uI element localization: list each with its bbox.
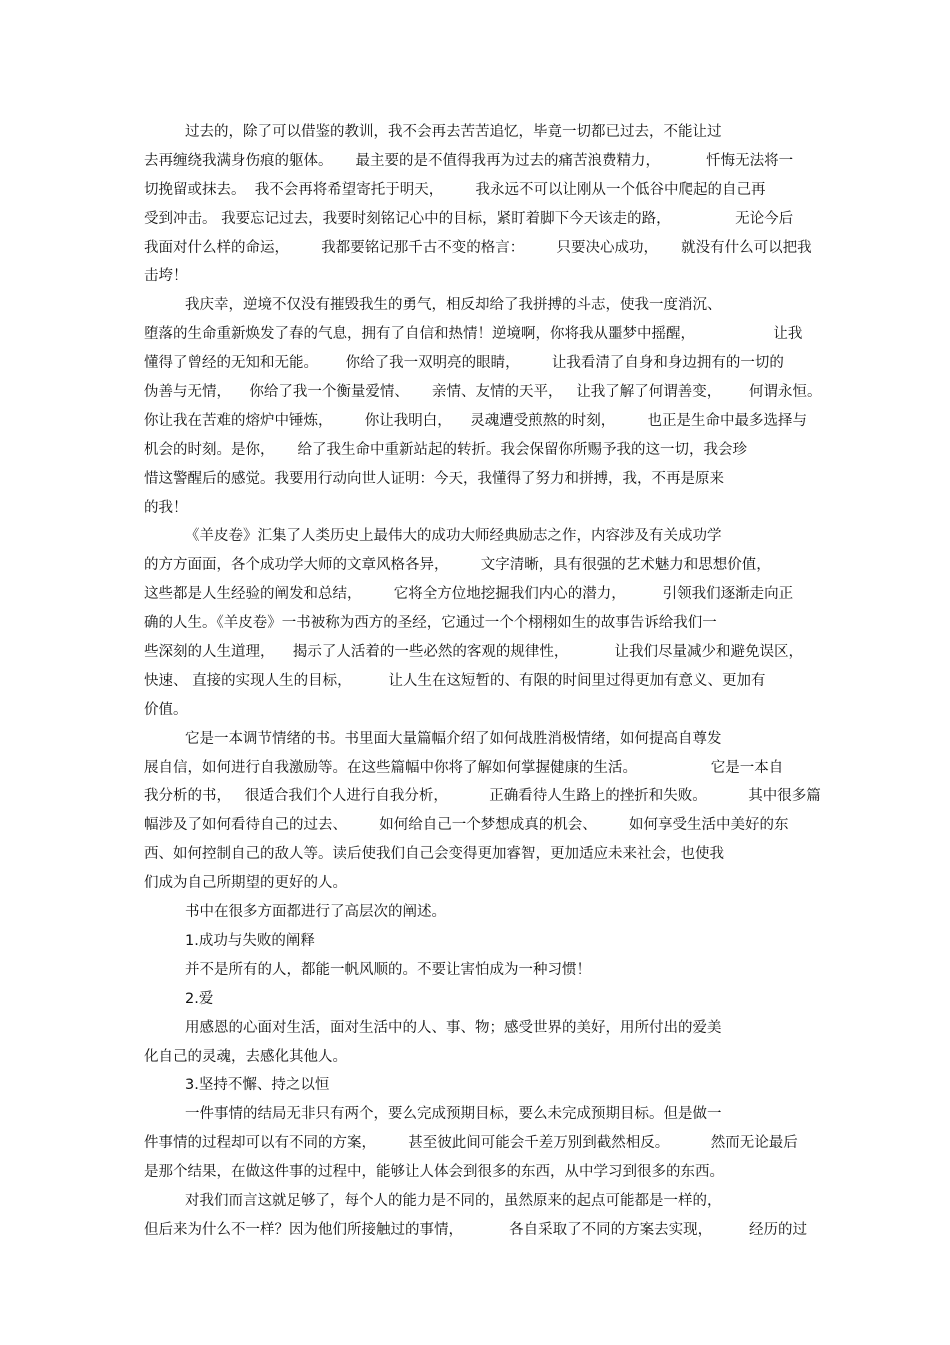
text-line: 你让我在苦难的熔炉中锤炼， 你让我明白， 灵魂遭受煎熬的时刻， 也正是生命中最多选择与: [144, 412, 807, 429]
text-line: 快速、 直接的实现人生的目标， 让人生在这短暂的、有限的时间里过得更加有意义、更加有: [144, 672, 766, 689]
text-line: 受到冲击。 我要忘记过去，我要时刻铭记心中的目标，紧盯着脚下今天该走的路， 无论今后: [144, 210, 794, 227]
text-line: 展自信，如何进行自我激励等。在这些篇幅中你将了解如何掌握健康的生活。 它是一本自: [144, 759, 784, 776]
text-line: 并不是所有的人，都能一帆风顺的。不要让害怕成为一种习惯！: [185, 961, 591, 978]
text-line: 的方方面面，各个成功学大师的文章风格各异， 文字清晰，具有很强的艺术魅力和思想价值，: [144, 557, 771, 574]
text-line: 书中在很多方面都进行了高层次的阐述。: [185, 904, 446, 921]
text-line: 价值。: [144, 701, 188, 718]
text-line: 切挽留或抹去。 我不会再将希望寄托于明天， 我永远不可以让刚从一个低谷中爬起的自己再: [144, 181, 766, 198]
text-line: 是那个结果，在做这件事的过程中，能够让人体会到很多的东西，从中学习到很多的东西。: [144, 1164, 724, 1181]
text-line: 们成为自己所期望的更好的人。: [144, 875, 347, 892]
text-line: 用感恩的心面对生活，面对生活中的人、事、物；感受世界的美好，用所付出的爱美: [185, 1019, 722, 1036]
text-line: 机会的时刻。是你， 给了我生命中重新站起的转折。我会保留你所赐予我的这一切，我会珍: [144, 441, 748, 458]
text-line: 的我！: [144, 499, 188, 516]
text-line: 击垮！: [144, 268, 188, 285]
text-line: 件事情的过程却可以有不同的方案， 甚至彼此间可能会千差万别到截然相反。 然而无论最后: [144, 1135, 798, 1152]
text-line: 这些都是人生经验的阐发和总结， 它将全方位地挖掘我们内心的潜力， 引领我们逐渐走向正: [144, 586, 794, 603]
text-line: 过去的，除了可以借鉴的教训，我不会再去苦苦追忆，毕竟一切都已过去，不能让过: [185, 124, 722, 140]
text-line: 对我们而言这就足够了，每个人的能力是不同的，虽然原来的起点可能都是一样的，: [185, 1192, 722, 1209]
text-line: 确的人生。《羊皮卷》一书被称为西方的圣经，它通过一个个栩栩如生的故事告诉给我们一: [144, 615, 717, 632]
text-line: 西、如何控制自己的敌人等。读后使我们自己会变得更加睿智，更加适应未来社会，也使我: [144, 846, 724, 863]
text-line: 去再缠绕我满身伤痕的躯体。 最主要的是不值得我再为过去的痛苦浪费精力， 忏悔无法将一: [144, 152, 794, 169]
text-line: 化自己的灵魂，去感化其他人。: [144, 1048, 347, 1065]
text-line: 我面对什么样的命运， 我都要铭记那千古不变的格言： 只要决心成功， 就没有什么可以把我: [144, 239, 812, 256]
text-line: 3.坚持不懈、持之以恒: [185, 1077, 330, 1094]
text-line: 堕落的生命重新焕发了春的气息，拥有了自信和热情！逆境啊，你将我从噩梦中摇醒， 让我: [144, 326, 803, 343]
text-line: 《羊皮卷》汇集了人类历史上最伟大的成功大师经典励志之作，内容涉及有关成功学: [185, 528, 722, 545]
text-line: 2.爱: [185, 990, 214, 1007]
text-line: 我分析的书， 很适合我们个人进行自我分析， 正确看待人生路上的挫折和失败。 其中很多篇: [144, 788, 821, 805]
text-line: 幅涉及了如何看待自己的过去、 如何给自己一个梦想成真的机会、 如何享受生活中美好的东: [144, 817, 789, 834]
body-text: [144, 118, 822, 1245]
text-line: 我庆幸，逆境不仅没有摧毁我生的勇气，相反却给了我拼搏的斗志，使我一度消沉、: [185, 297, 722, 314]
text-line: 些深刻的人生道理， 揭示了人活着的一些必然的客观的规律性， 让我们尽量减少和避免误区，: [144, 644, 804, 661]
text-line: 惜这警醒后的感觉。我要用行动向世人证明：今天，我懂得了努力和拼搏，我，不再是原来: [144, 470, 724, 487]
text-line: 它是一本调节情绪的书。书里面大量篇幅介绍了如何战胜消极情绪，如何提高自尊发: [185, 730, 722, 747]
text-line: 懂得了曾经的无知和无能。 你给了我一双明亮的眼睛， 让我看清了自身和身边拥有的一切的: [144, 355, 784, 372]
text-line: 1.成功与失败的阐释: [185, 932, 315, 949]
text-line: 但后来为什么不一样？因为他们所接触过的事情， 各自采取了不同的方案去实现， 经历的过: [144, 1221, 807, 1238]
text-line: 伪善与无情， 你给了我一个衡量爱情、 亲情、友情的天平， 让我了解了何谓善变， 何谓永恒。: [144, 384, 822, 401]
text-line: 一件事情的结局无非只有两个，要么完成预期目标，要么未完成预期目标。但是做一: [185, 1106, 722, 1123]
